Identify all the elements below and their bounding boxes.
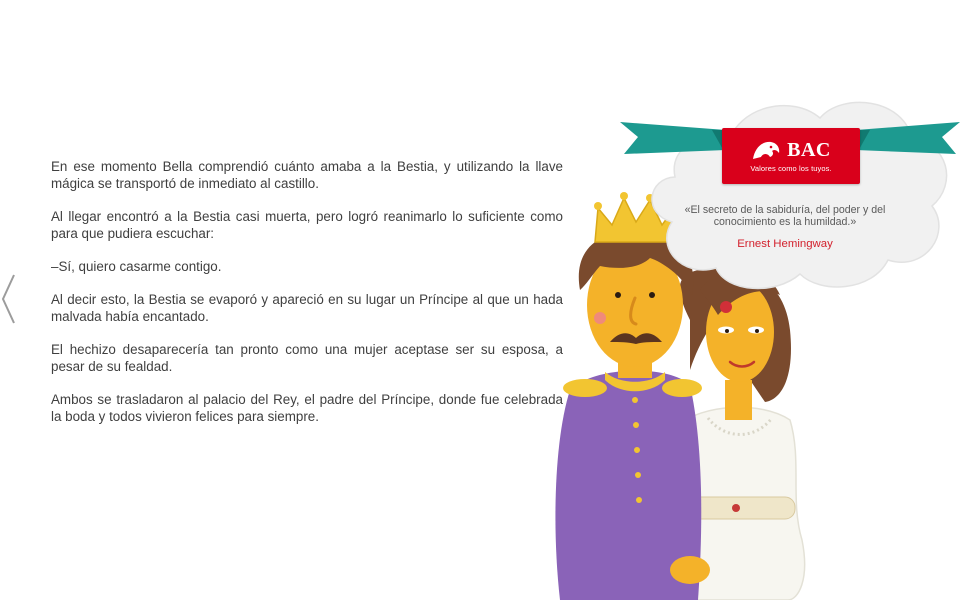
story-paragraph: En ese momento Bella comprendió cuánto amaba a la Bestia, y utilizando la llave mágica se transportó de inmediato al castillo. (51, 159, 563, 191)
sponsor-name: BAC (787, 138, 831, 161)
story-paragraph: –Sí, quiero casarme contigo. (51, 259, 222, 274)
quote-cloud (620, 82, 960, 292)
story-paragraph: Ambos se trasladaron al palacio del Rey, el padre del Príncipe, donde fue celebrada la boda y todos vivieron felices para siempre. (51, 392, 563, 424)
back-arrow-button[interactable] (0, 272, 18, 326)
chevron-left-icon (0, 272, 18, 326)
quote-text: «El secreto de la sabiduría, del poder y del conocimiento es la humildad.» (684, 204, 886, 228)
story-paragraph: El hechizo desaparecería tan pronto como una mujer aceptase ser su esposa, a pesar de su fealdad. (51, 342, 563, 374)
story-paragraph: Al llegar encontró a la Bestia casi muerta, pero logró reanimarlo lo suficiente como para que pudiera escuchar: (51, 209, 563, 241)
bac-logo-row (722, 138, 860, 162)
story-text (51, 158, 563, 441)
bac-logo-badge (722, 128, 860, 184)
bac-lion-logo-icon (751, 139, 781, 161)
quote-author: Ernest Hemingway (737, 238, 833, 250)
sponsor-tagline: Valores como los tuyos. (750, 164, 832, 173)
story-paragraph: Al decir esto, la Bestia se evaporó y apareció en su lugar un Príncipe al que un hada malvada había encantado. (51, 292, 563, 324)
